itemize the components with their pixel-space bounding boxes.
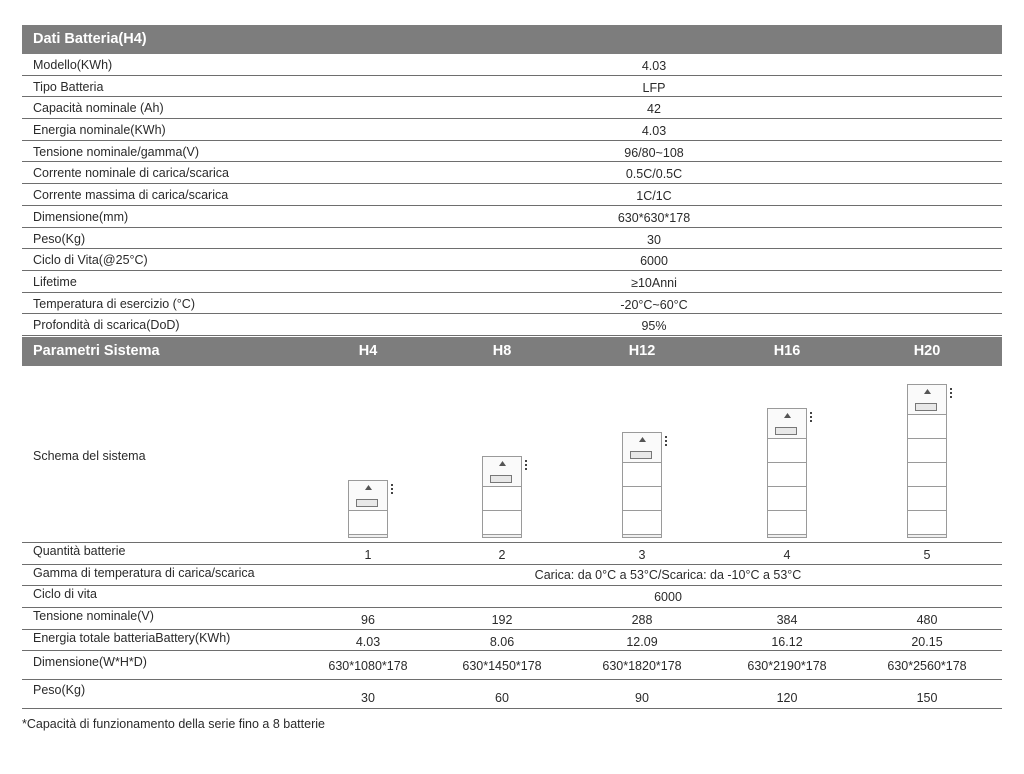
system-params-title: Parametri Sistema (33, 343, 160, 359)
battery-module (767, 510, 807, 534)
control-unit (767, 408, 807, 438)
model-header-h8: H8 (492, 343, 512, 359)
battery-data-row: Dimensione(mm) 630*630*178 (22, 206, 1002, 228)
battery-module (482, 486, 522, 510)
battery-data-label: Profondità di scarica(DoD) (33, 318, 180, 333)
indicator-leds (810, 412, 812, 424)
battery-module (348, 510, 388, 534)
system-schema-row (22, 366, 1002, 543)
battery-data-label: Tipo Batteria (33, 79, 104, 94)
battery-module (907, 462, 947, 486)
battery-data-row: Corrente nominale di carica/scarica 0.5C/0.5C (22, 162, 1002, 184)
model-header-h12: H12 (628, 343, 656, 359)
system-params-row: Energia totale batteriaBattery(KWh) 4.03 8.06 12.09 16.12 20.15 (22, 630, 1002, 652)
battery-module (907, 486, 947, 510)
system-params-label: Ciclo di vita (33, 587, 97, 602)
footnote: *Capacità di funzionamento della serie fino a 8 batterie (22, 717, 325, 731)
system-params-table (22, 543, 1002, 709)
battery-data-label: Lifetime (33, 274, 77, 289)
battery-data-label: Temperatura di esercizio (°C) (33, 296, 195, 311)
control-unit (482, 456, 522, 486)
battery-data-row: Profondità di scarica(DoD) 95% (22, 314, 1002, 336)
battery-module (907, 438, 947, 462)
brand-logo-icon (924, 389, 931, 394)
display-panel (915, 403, 937, 411)
system-params-row: Tensione nominale(V) 96 192 288 384 480 (22, 608, 1002, 630)
brand-logo-icon (784, 413, 791, 418)
display-panel (775, 427, 797, 435)
control-unit (348, 480, 388, 510)
battery-tower-h12 (622, 432, 662, 538)
system-params-row: Gamma di temperatura di carica/scarica Carica: da 0°C a 53°C/Scarica: da -10°C a 53°C (22, 565, 1002, 587)
control-unit (907, 384, 947, 414)
battery-data-table (22, 54, 1002, 336)
battery-tower-h20 (907, 384, 947, 538)
battery-data-label: Dimensione(mm) (33, 209, 129, 224)
display-panel (490, 475, 512, 483)
indicator-leds (665, 436, 667, 448)
battery-module (767, 438, 807, 462)
battery-module (482, 510, 522, 534)
model-header-h20: H20 (913, 343, 941, 359)
indicator-leds (950, 388, 952, 400)
indicator-leds (525, 460, 527, 472)
system-params-label: Gamma di temperatura di carica/scarica (33, 565, 255, 580)
battery-module (622, 510, 662, 534)
battery-module (767, 486, 807, 510)
battery-module (767, 462, 807, 486)
brand-logo-icon (365, 485, 372, 490)
battery-data-row: Capacità nominale (Ah) 42 (22, 97, 1002, 119)
battery-module (622, 486, 662, 510)
brand-logo-icon (639, 437, 646, 442)
battery-module (907, 510, 947, 534)
system-params-label: Dimensione(W*H*D) (33, 655, 147, 670)
battery-data-header (22, 25, 1002, 54)
system-params-label: Quantità batterie (33, 544, 126, 558)
system-params-row: Quantità batterie 1 2 3 4 5 (22, 543, 1002, 565)
tower-base (622, 534, 662, 538)
system-params-label: Peso(Kg) (33, 682, 86, 697)
schema-label: Schema del sistema (33, 449, 146, 463)
system-params-row: Peso(Kg) 30 60 90 120 150 (22, 680, 1002, 709)
brand-logo-icon (499, 461, 506, 466)
battery-tower-h16 (767, 408, 807, 538)
tower-base (767, 534, 807, 538)
system-params-header (22, 337, 1002, 366)
battery-data-row: Tipo Batteria LFP (22, 76, 1002, 98)
battery-data-row: Temperatura di esercizio (°C) -20°C~60°C (22, 293, 1002, 315)
display-panel (630, 451, 652, 459)
tower-base (348, 534, 388, 538)
battery-data-label: Corrente massima di carica/scarica (33, 188, 229, 203)
battery-data-label: Modello(KWh) (33, 58, 113, 72)
model-header-h16: H16 (773, 343, 801, 359)
display-panel (356, 499, 378, 507)
tower-base (907, 534, 947, 538)
battery-data-title: Dati Batteria(H4) (33, 31, 147, 47)
battery-data-label: Capacità nominale (Ah) (33, 101, 164, 116)
battery-data-label: Ciclo di Vita(@25°C) (33, 253, 148, 268)
battery-module (907, 414, 947, 438)
system-params-label: Energia totale batteriaBattery(KWh) (33, 630, 231, 645)
tower-base (482, 534, 522, 538)
battery-data-row: Modello(KWh) 4.03 (22, 54, 1002, 76)
control-unit (622, 432, 662, 462)
model-header-h4: H4 (358, 343, 378, 359)
battery-data-row: Corrente massima di carica/scarica 1C/1C (22, 184, 1002, 206)
battery-data-row: Tensione nominale/gamma(V) 96/80~108 (22, 141, 1002, 163)
battery-data-row: Peso(Kg) 30 (22, 228, 1002, 250)
battery-data-label: Peso(Kg) (33, 231, 86, 246)
system-params-row: Ciclo di vita 6000 (22, 586, 1002, 608)
indicator-leds (391, 484, 393, 496)
battery-data-label: Corrente nominale di carica/scarica (33, 166, 229, 181)
battery-data-row: Lifetime ≥10Anni (22, 271, 1002, 293)
battery-tower-h8 (482, 456, 522, 538)
battery-data-label: Tensione nominale/gamma(V) (33, 144, 200, 159)
system-params-row: Dimensione(W*H*D) 630*1080*178 630*1450*178 630*1820*178 630*2190*178 630*2560*178 (22, 651, 1002, 680)
battery-data-row: Energia nominale(KWh) 4.03 (22, 119, 1002, 141)
battery-tower-h4 (348, 480, 388, 538)
battery-module (622, 462, 662, 486)
battery-data-label: Energia nominale(KWh) (33, 123, 166, 138)
system-params-label: Tensione nominale(V) (33, 609, 154, 624)
battery-data-row: Ciclo di Vita(@25°C) 6000 (22, 249, 1002, 271)
